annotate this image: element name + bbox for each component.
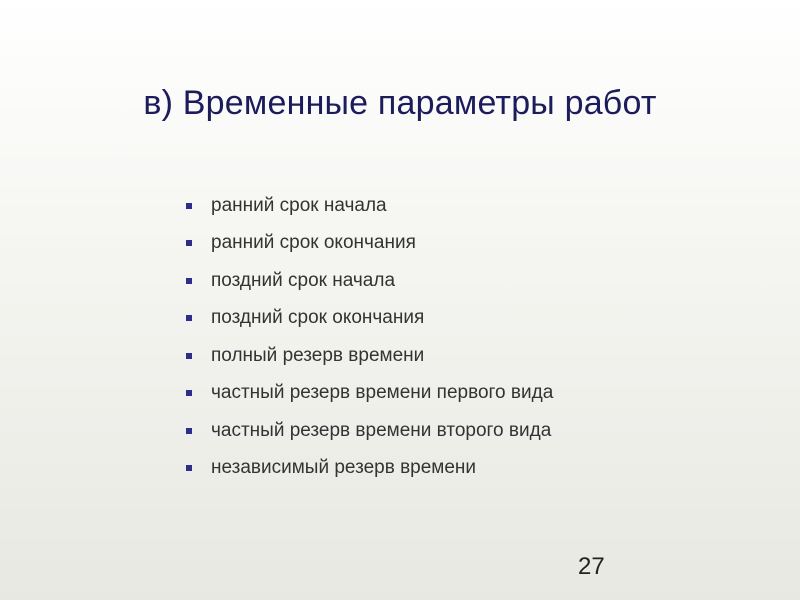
page-number: 27 [578,553,605,580]
list-item [186,337,553,375]
list-item-text: ранний срок окончания [211,232,416,254]
slide-title: в) Временные параметры работ [143,84,657,122]
square-bullet-icon [186,203,192,209]
list-item [186,375,553,413]
list-item-text: поздний срок окончания [211,307,425,329]
list-item-text: полный резерв времени [211,344,425,366]
square-bullet-icon [186,465,192,471]
list-item-text: частный резерв времени первого вида [211,382,554,404]
square-bullet-icon [186,428,192,434]
list-item [186,300,553,338]
list-item-text: поздний срок начала [211,269,396,291]
square-bullet-icon [186,278,192,284]
list-item [186,225,553,263]
list-item-text: ранний срок начала [211,194,387,216]
list-item [186,262,553,300]
square-bullet-icon [186,390,192,396]
square-bullet-icon [186,240,192,246]
bullet-list [186,187,553,487]
list-item-text: независимый резерв времени [211,457,477,479]
list-item [186,450,553,488]
list-item [186,187,553,225]
square-bullet-icon [186,315,192,321]
square-bullet-icon [186,353,192,359]
list-item-text: частный резерв времени второго вида [211,419,552,441]
list-item [186,412,553,450]
